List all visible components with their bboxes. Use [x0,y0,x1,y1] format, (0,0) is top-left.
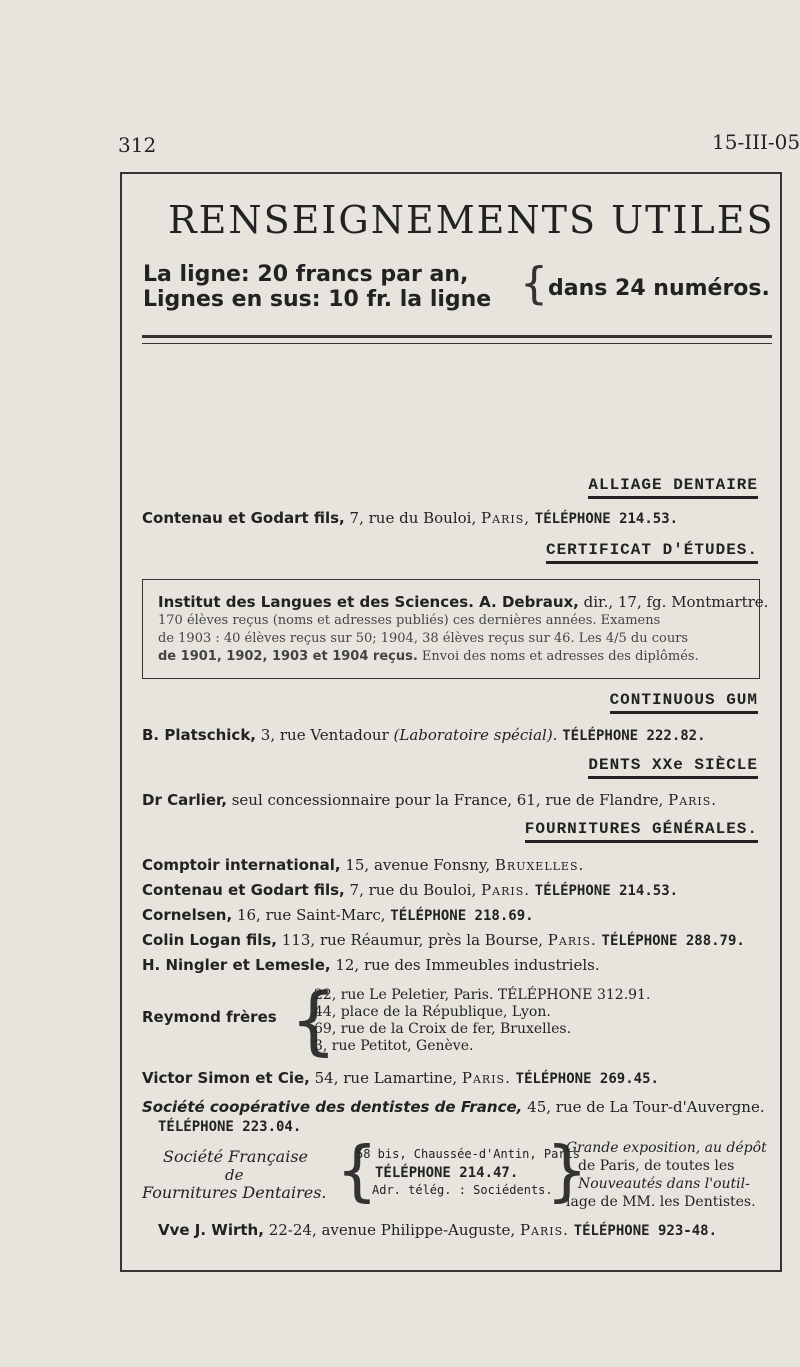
societe-right-1: Grande exposition, au dépôt [566,1140,767,1156]
reymond-line-1: 22, rue Le Peletier, Paris. TÉLÉPHONE 312.91. [314,987,651,1003]
societe-name-1: Société Française [163,1147,309,1166]
institut-line-1: Institut des Langues et des Sciences. A. Debraux, dir., 17, fg. Montmartre. [158,593,769,611]
brace-icon: } [546,1132,588,1209]
societe-right-3: Nouveautés dans l'outil- [578,1176,750,1192]
heading-dents: DENTS XXe SIÈCLE [588,756,758,779]
entry-wirth: Vve J. Wirth, 22-24, avenue Philippe-Auguste, Paris. TÉLÉPHONE 923-48. [158,1221,717,1239]
entry-ningler: H. Ningler et Lemesle, 12, rue des Immeubles industriels. [142,956,600,974]
entry-contenau-alliage: Contenau et Godart fils, 7, rue du Bouloi, Paris, TÉLÉPHONE 214.53. [142,509,679,527]
brace-icon: { [290,978,338,1064]
entry-carlier: Dr Carlier, seul concessionnaire pour la France, 61, rue de Flandre, Paris. [142,791,718,809]
reymond-line-4: 3, rue Petitot, Genève. [314,1038,474,1054]
societe-mid-1: 58 bis, Chaussée-d'Antin, Paris [356,1147,580,1161]
entry-platschick: B. Platschick, 3, rue Ventadour (Laboratoire spécial). TÉLÉPHONE 222.82. [142,726,706,744]
reymond-line-2: 44, place de la République, Lyon. [314,1004,551,1020]
societe-mid-3: Adr. télég. : Sociédents. [372,1183,553,1197]
price-line-1: La ligne: 20 francs par an, [143,262,469,287]
cooperative-tel: TÉLÉPHONE 223.04. [158,1119,302,1135]
divider-thick [142,335,772,338]
societe-right-2: de Paris, de toutes les [578,1158,735,1174]
brace-icon: { [520,258,548,309]
price-line-2: Lignes en sus: 10 fr. la ligne [143,287,492,312]
heading-alliage: ALLIAGE DENTAIRE [588,476,758,499]
societe-mid-2: TÉLÉPHONE 214.47. [375,1165,519,1181]
institut-line-2: 170 élèves reçus (noms et adresses publiés) ces dernières années. Examens [158,613,661,628]
entry-comptoir: Comptoir international, 15, avenue Fonsny, Bruxelles. [142,856,585,874]
institut-line-3: de 1903 : 40 élèves reçus sur 50; 1904, 38 élèves reçus sur 46. Les 4/5 du cours [158,631,689,646]
entry-victor-simon: Victor Simon et Cie, 54, rue Lamartine, Paris. TÉLÉPHONE 269.45. [142,1069,659,1087]
page-number: 312 [118,133,157,157]
entry-colin-logan: Colin Logan fils, 113, rue Réaumur, près la Bourse, Paris. TÉLÉPHONE 288.79. [142,931,745,949]
institut-line-4: de 1901, 1902, 1903 et 1904 reçus. Envoi des noms et adresses des diplômés. [158,649,699,664]
entry-contenau: Contenau et Godart fils, 7, rue du Bouloi, Paris. TÉLÉPHONE 214.53. [142,881,679,899]
reymond-name: Reymond frères [142,1008,277,1026]
entry-cooperative: Société coopérative des dentistes de France, 45, rue de La Tour-d'Auvergne. [142,1098,765,1116]
page-title: RENSEIGNEMENTS UTILES [168,198,775,242]
societe-right-4: lage de MM. les Dentistes. [566,1194,756,1210]
page-date: 15-III-05 [712,130,800,154]
heading-certificat: CERTIFICAT D'ÉTUDES. [546,541,758,564]
entry-cornelsen: Cornelsen, 16, rue Saint-Marc, TÉLÉPHONE 218.69. [142,906,534,924]
brace-icon: { [336,1132,378,1209]
heading-gum: CONTINUOUS GUM [610,691,758,714]
heading-fournitures: FOURNITURES GÉNÉRALES. [525,820,758,843]
societe-name-2: de [225,1166,244,1184]
reymond-line-3: 69, rue de la Croix de fer, Bruxelles. [314,1021,572,1037]
price-right: dans 24 numéros. [548,276,770,301]
divider-thin [142,343,772,344]
societe-name-3: Fournitures Dentaires. [142,1183,327,1202]
